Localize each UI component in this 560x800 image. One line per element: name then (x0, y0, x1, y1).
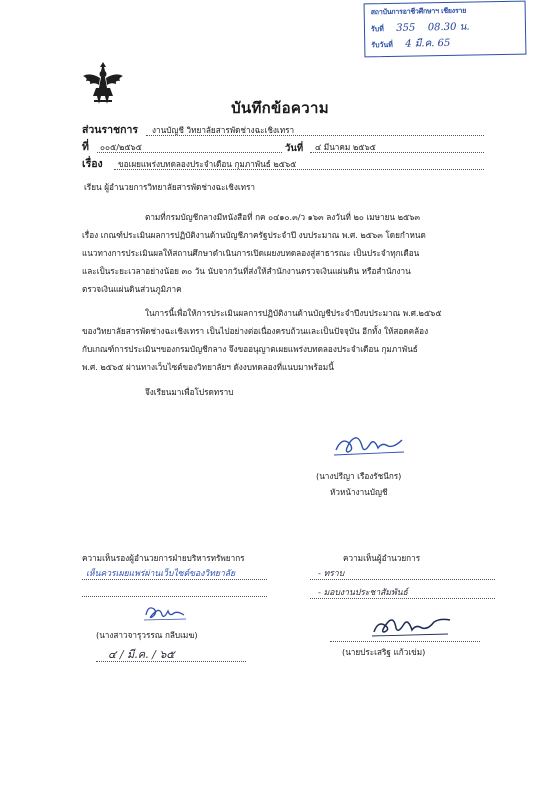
date-value: ๔ มีนาคม ๒๕๖๕ (315, 142, 376, 152)
receiving-stamp (364, 1, 527, 58)
right-heading: ความเห็นผู้อำนวยการ (343, 553, 421, 563)
right-signer-name: (นายประเสริฐ แก้วเข่ม) (342, 647, 426, 657)
p1-line-1: ตามที่กรมบัญชีกลางมีหนังสือที่ กค ๐๔๑๐.๓/ว ๑๖๓ ลงวันที่ ๒๐ เมษายน ๒๕๖๓ (145, 212, 421, 222)
subject-label: เรื่อง (82, 158, 103, 170)
right-handwritten-line-2: - มอบงานประชาสัมพันธ์ (318, 588, 408, 598)
stamp-date: 4 มี.ค. 65 (405, 37, 451, 50)
subject-dotline (114, 169, 484, 170)
ref-dotline (97, 152, 282, 153)
p1-line-5: ตรวจเงินแผ่นดินส่วนภูมิภาค (82, 284, 182, 294)
agency-label: ส่วนราชการ (82, 124, 139, 136)
left-dotline-1 (82, 579, 267, 580)
left-date-handwritten: ๔ / มี.ค. / ๖๕ (108, 648, 175, 661)
stamp-date-label: รับวันที่ (371, 40, 393, 50)
left-heading: ความเห็นรองผู้อำนวยการฝ่ายบริหารทรัพยากร (82, 553, 245, 563)
stamp-receive-time: 08.30 น. (427, 21, 470, 34)
stamp-title: สถาบันการอาชีวศึกษาฯ เชียงราย (370, 6, 467, 17)
stamp-date-row (371, 39, 450, 50)
stamp-receive-no: 355 (396, 22, 416, 34)
right-handwritten-line-1: - ทราบ (318, 569, 345, 579)
agency-value: งานบัญชี วิทยาลัยสารพัดช่างฉะเชิงเทรา (152, 125, 295, 135)
subject-value: ขอเผยแพร่งบทดลองประจำเดือน กุมภาพันธ์ ๒๕๖๕ (118, 159, 297, 169)
p2-line-3: กับเกณฑ์การประเมินฯของกรมบัญชีกลาง จึงขออนุญาตเผยแพร่งบทดลองประจำเดือน กุมภาพันธ์ (82, 344, 418, 354)
signer-name: (นางปรีญา เรืองรัชนีกร) (316, 471, 402, 481)
p2-line-1: ในการนี้เพื่อให้การประเมินผลการปฏิบัติงานด้านบัญชีประจำปีงบประมาณ พ.ศ.๒๕๖๕ (145, 308, 442, 318)
signer-position: หัวหน้างานบัญชี (330, 487, 388, 497)
p1-line-2: เรื่อง เกณฑ์ประเมินผลการปฏิบัติงานด้านบัญชีภาครัฐประจำปี งบประมาณ พ.ศ. ๒๕๖๓ โดยกำหนด (82, 230, 426, 240)
memo-title: บันทึกข้อความ (231, 99, 329, 117)
ref-value: ๐๐๕/๒๕๖๕ (100, 142, 142, 152)
right-dotline-2 (310, 598, 495, 599)
signature-head-of-accounting (330, 428, 410, 462)
p2-line-2: ของวิทยาลัยสารพัดช่างฉะเชิงเทรา เป็นไปอย่างต่อเนื่องครบถ้วนและเป็นปัจจุบัน อีกทั้ง ให้สอดคล้อง (82, 326, 429, 336)
signature-deputy-director (142, 601, 188, 625)
stamp-receive-no-label: รับที่ (370, 25, 384, 34)
left-dotline-2 (82, 596, 267, 597)
p1-line-4: และเป็นระยะเวลาอย่างน้อย ๓๐ วัน นับจากวันที่ส่งให้สำนักงานตรวจเงินแผ่นดิน หรือสำนักงาน (82, 266, 411, 276)
left-handwritten-note: เห็นควรเผยแพร่ผ่านเว็บไซต์ของวิทยาลัย (86, 569, 236, 579)
date-dotline (310, 152, 484, 153)
closing-line: จึงเรียนมาเพื่อโปรดทราบ (145, 387, 234, 397)
p2-line-4: พ.ศ. ๒๕๖๕ ผ่านทางเว็บไซต์ของวิทยาลัยฯ ดังงบทดลองที่แนบมาพร้อมนี้ (82, 362, 334, 372)
left-signer-name: (นางสาวจารุวรรณ กลีบเมฆ) (96, 630, 198, 640)
left-date-dotline (96, 661, 246, 662)
salutation: เรียน ผู้อำนวยการวิทยาลัยสารพัดช่างฉะเชิงเทรา (84, 182, 256, 192)
agency-dotline (146, 135, 484, 136)
p1-line-3: แนวทางการประเมินผลให้สถานศึกษาดำเนินการเปิดเผยงบทดลองสู่สาธารณะ เป็นประจำทุกเดือน (82, 248, 420, 258)
ref-label: ที่ (82, 141, 89, 153)
date-label: วันที่ (285, 143, 304, 154)
signature-director (368, 612, 456, 642)
stamp-receive-row (371, 23, 470, 35)
right-signature-dotline (330, 641, 480, 642)
right-dotline-1 (310, 579, 495, 580)
